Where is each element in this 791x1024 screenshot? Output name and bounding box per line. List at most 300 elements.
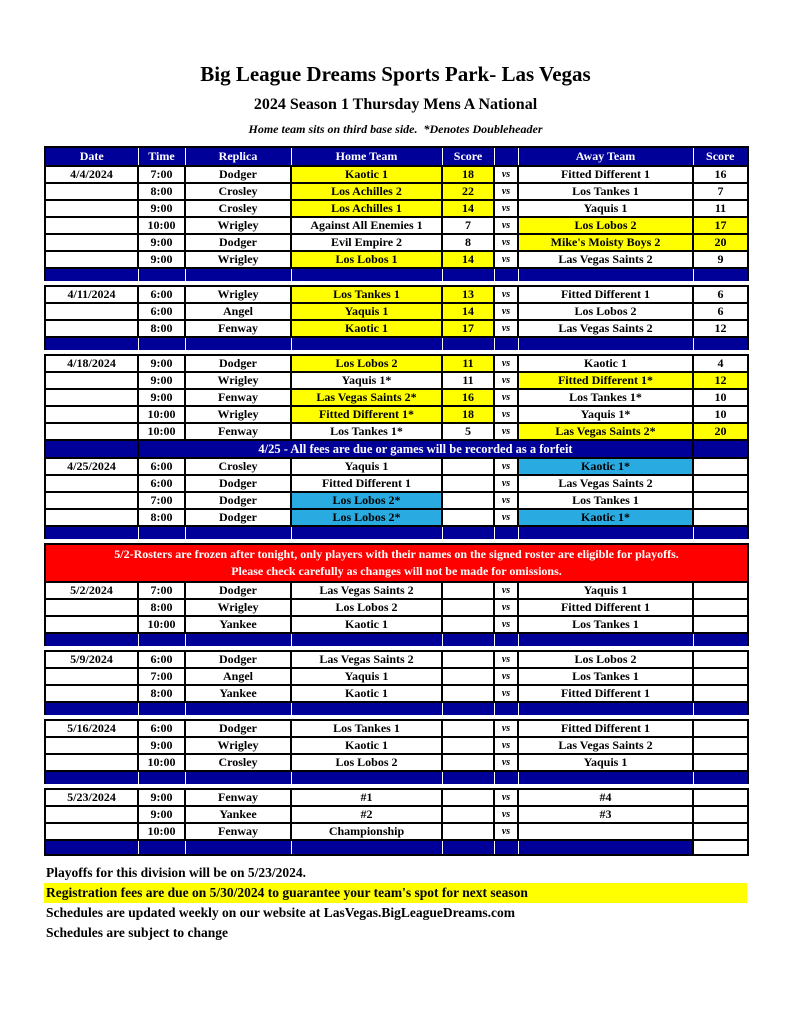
end-separator-row	[45, 840, 748, 855]
time-cell: 7:00	[138, 166, 185, 183]
vs-label: vs	[494, 217, 518, 234]
separator-cell	[442, 268, 494, 281]
away-score-cell: 20	[693, 423, 748, 440]
time-cell: 6:00	[138, 651, 185, 668]
separator-cell	[518, 526, 693, 539]
game-row	[45, 668, 748, 685]
column-header	[494, 147, 518, 166]
separator-cell	[518, 771, 693, 784]
separator-cell	[45, 771, 138, 784]
vs-label: vs	[494, 582, 518, 599]
separator-cell	[138, 771, 185, 784]
replica-cell: Dodger	[185, 651, 291, 668]
separator-cell	[45, 840, 138, 855]
home-score-cell: 17	[442, 320, 494, 337]
home-team-cell: Los Lobos 2	[291, 754, 442, 771]
away-team-cell: Los Tankes 1	[518, 668, 693, 685]
vs-label: vs	[494, 720, 518, 737]
game-row	[45, 509, 748, 526]
separator-cell	[45, 702, 138, 715]
notice-row	[45, 440, 748, 458]
separator-cell	[494, 702, 518, 715]
away-score-cell: 17	[693, 217, 748, 234]
vs-label: vs	[494, 286, 518, 303]
separator-cell	[494, 771, 518, 784]
separator-cell	[442, 337, 494, 350]
game-row	[45, 406, 748, 423]
separator-cell	[138, 633, 185, 646]
replica-cell: Dodger	[185, 166, 291, 183]
replica-cell: Fenway	[185, 320, 291, 337]
home-score-cell	[442, 754, 494, 771]
footer-line: Registration fees are due on 5/30/2024 to guarantee your team's spot for next season	[44, 883, 747, 903]
separator-cell	[693, 840, 748, 855]
away-score-cell	[693, 616, 748, 633]
notice-text: 4/25 - All fees are due or games will be recorded as a forfeit	[138, 440, 693, 458]
replica-cell: Dodger	[185, 355, 291, 372]
away-score-cell	[693, 737, 748, 754]
away-team-cell: Yaquis 1	[518, 200, 693, 217]
home-team-cell: Los Achilles 1	[291, 200, 442, 217]
home-team-cell: Los Lobos 2	[291, 599, 442, 616]
date-cell: 5/16/2024	[45, 720, 138, 737]
away-score-cell	[693, 668, 748, 685]
game-row	[45, 234, 748, 251]
vs-label: vs	[494, 509, 518, 526]
home-team-cell: Los Lobos 1	[291, 251, 442, 268]
home-score-cell: 11	[442, 372, 494, 389]
date-cell	[45, 599, 138, 616]
replica-cell: Wrigley	[185, 406, 291, 423]
separator-cell	[693, 268, 748, 281]
separator-row	[45, 337, 748, 350]
game-row	[45, 303, 748, 320]
home-team-cell: Kaotic 1	[291, 166, 442, 183]
header-row	[45, 147, 748, 166]
away-score-cell: 6	[693, 286, 748, 303]
away-team-cell: Los Tankes 1*	[518, 389, 693, 406]
away-team-cell: Los Tankes 1	[518, 616, 693, 633]
alert-line: 5/2-Rosters are frozen after tonight, only players with their names on the signed roster are eligible for playoffs.	[114, 547, 679, 561]
home-team-cell: Las Vegas Saints 2	[291, 582, 442, 599]
away-score-cell	[693, 582, 748, 599]
away-score-cell: 20	[693, 234, 748, 251]
separator-cell	[185, 526, 291, 539]
separator-cell	[291, 702, 442, 715]
time-cell: 8:00	[138, 685, 185, 702]
date-cell	[45, 685, 138, 702]
away-team-cell: Kaotic 1	[518, 355, 693, 372]
vs-label: vs	[494, 737, 518, 754]
separator-cell	[138, 840, 185, 855]
separator-cell	[185, 633, 291, 646]
replica-cell: Wrigley	[185, 251, 291, 268]
column-header: Date	[45, 147, 138, 166]
replica-cell: Fenway	[185, 423, 291, 440]
away-score-cell	[693, 720, 748, 737]
game-row	[45, 286, 748, 303]
away-team-cell: Yaquis 1*	[518, 406, 693, 423]
separator-cell	[494, 337, 518, 350]
vs-label: vs	[494, 320, 518, 337]
time-cell: 7:00	[138, 668, 185, 685]
replica-cell: Yankee	[185, 806, 291, 823]
replica-cell: Wrigley	[185, 372, 291, 389]
separator-cell	[693, 337, 748, 350]
replica-cell: Dodger	[185, 509, 291, 526]
home-team-cell: Los Lobos 2*	[291, 492, 442, 509]
game-row	[45, 389, 748, 406]
vs-label: vs	[494, 806, 518, 823]
away-team-cell: Las Vegas Saints 2	[518, 251, 693, 268]
home-score-cell	[442, 475, 494, 492]
away-team-cell: Las Vegas Saints 2	[518, 737, 693, 754]
away-team-cell: Fitted Different 1*	[518, 372, 693, 389]
home-team-cell: #2	[291, 806, 442, 823]
separator-cell	[693, 771, 748, 784]
date-cell	[45, 423, 138, 440]
replica-cell: Dodger	[185, 475, 291, 492]
replica-cell: Wrigley	[185, 599, 291, 616]
vs-label: vs	[494, 651, 518, 668]
game-row	[45, 200, 748, 217]
separator-cell	[185, 840, 291, 855]
date-cell	[45, 251, 138, 268]
column-header: Replica	[185, 147, 291, 166]
schedule-content	[44, 62, 747, 943]
replica-cell: Fenway	[185, 789, 291, 806]
vs-label: vs	[494, 823, 518, 840]
date-cell	[45, 303, 138, 320]
home-score-cell: 7	[442, 217, 494, 234]
home-score-cell	[442, 806, 494, 823]
home-score-cell	[442, 651, 494, 668]
time-cell: 10:00	[138, 217, 185, 234]
away-team-cell: Los Tankes 1	[518, 492, 693, 509]
game-row	[45, 789, 748, 806]
home-score-cell	[442, 599, 494, 616]
time-cell: 6:00	[138, 286, 185, 303]
date-cell	[45, 217, 138, 234]
date-cell: 4/18/2024	[45, 355, 138, 372]
separator-cell	[442, 526, 494, 539]
separator-cell	[693, 633, 748, 646]
separator-cell	[45, 337, 138, 350]
away-team-cell: Mike's Moisty Boys 2	[518, 234, 693, 251]
away-score-cell	[693, 754, 748, 771]
home-team-cell: #1	[291, 789, 442, 806]
home-score-cell: 22	[442, 183, 494, 200]
home-team-cell: Los Achilles 2	[291, 183, 442, 200]
home-score-cell: 16	[442, 389, 494, 406]
vs-label: vs	[494, 166, 518, 183]
separator-row	[45, 633, 748, 646]
separator-cell	[291, 633, 442, 646]
home-score-cell	[442, 685, 494, 702]
away-score-cell: 7	[693, 183, 748, 200]
date-cell: 4/25/2024	[45, 458, 138, 475]
separator-cell	[45, 268, 138, 281]
alert-row	[45, 544, 748, 582]
away-team-cell: Fitted Different 1	[518, 166, 693, 183]
date-cell: 5/2/2024	[45, 582, 138, 599]
away-score-cell: 10	[693, 389, 748, 406]
time-cell: 6:00	[138, 475, 185, 492]
home-score-cell	[442, 737, 494, 754]
away-score-cell	[693, 651, 748, 668]
time-cell: 6:00	[138, 458, 185, 475]
vs-label: vs	[494, 754, 518, 771]
home-team-cell: Los Tankes 1	[291, 286, 442, 303]
home-team-cell: Las Vegas Saints 2*	[291, 389, 442, 406]
away-score-cell: 9	[693, 251, 748, 268]
away-score-cell: 12	[693, 372, 748, 389]
vs-label: vs	[494, 423, 518, 440]
replica-cell: Dodger	[185, 582, 291, 599]
game-row	[45, 355, 748, 372]
replica-cell: Wrigley	[185, 217, 291, 234]
home-score-cell	[442, 789, 494, 806]
away-team-cell: #3	[518, 806, 693, 823]
time-cell: 9:00	[138, 200, 185, 217]
vs-label: vs	[494, 685, 518, 702]
vs-label: vs	[494, 599, 518, 616]
replica-cell: Wrigley	[185, 286, 291, 303]
date-cell	[45, 372, 138, 389]
separator-cell	[291, 840, 442, 855]
home-score-cell: 14	[442, 251, 494, 268]
away-score-cell	[693, 509, 748, 526]
vs-label: vs	[494, 668, 518, 685]
away-score-cell: 6	[693, 303, 748, 320]
separator-cell	[442, 771, 494, 784]
away-team-cell: Kaotic 1*	[518, 458, 693, 475]
away-score-cell	[693, 492, 748, 509]
date-cell	[45, 475, 138, 492]
vs-label: vs	[494, 406, 518, 423]
away-team-cell: Fitted Different 1	[518, 599, 693, 616]
home-score-cell: 18	[442, 166, 494, 183]
separator-row	[45, 702, 748, 715]
replica-cell: Crosley	[185, 754, 291, 771]
footer	[44, 863, 747, 943]
away-score-cell	[693, 789, 748, 806]
vs-label: vs	[494, 251, 518, 268]
home-team-cell: Evil Empire 2	[291, 234, 442, 251]
date-cell	[45, 754, 138, 771]
home-score-cell: 14	[442, 303, 494, 320]
game-row	[45, 651, 748, 668]
separator-cell	[138, 337, 185, 350]
home-score-cell	[442, 823, 494, 840]
separator-cell	[291, 771, 442, 784]
replica-cell: Yankee	[185, 685, 291, 702]
away-score-cell: 16	[693, 166, 748, 183]
alert-line: Please check carefully as changes will not be made for omissions.	[231, 564, 562, 578]
footer-line: Schedules are subject to change	[46, 925, 228, 940]
date-cell	[45, 668, 138, 685]
time-cell: 8:00	[138, 509, 185, 526]
separator-row	[45, 771, 748, 784]
vs-label: vs	[494, 389, 518, 406]
schedule-table	[44, 146, 749, 856]
replica-cell: Fenway	[185, 823, 291, 840]
date-cell	[45, 823, 138, 840]
home-score-cell: 18	[442, 406, 494, 423]
alert-text	[45, 544, 748, 582]
separator-cell	[185, 702, 291, 715]
separator-cell	[45, 526, 138, 539]
column-header: Home Team	[291, 147, 442, 166]
column-header: Score	[693, 147, 748, 166]
date-cell	[45, 200, 138, 217]
time-cell: 7:00	[138, 492, 185, 509]
time-cell: 8:00	[138, 599, 185, 616]
away-team-cell: Yaquis 1	[518, 582, 693, 599]
time-cell: 10:00	[138, 616, 185, 633]
page-title: Big League Dreams Sports Park- Las Vegas	[200, 62, 591, 86]
separator-row	[45, 526, 748, 539]
vs-label: vs	[494, 789, 518, 806]
separator-cell	[693, 702, 748, 715]
away-score-cell	[693, 823, 748, 840]
time-cell: 10:00	[138, 823, 185, 840]
separator-cell	[693, 526, 748, 539]
date-cell	[45, 806, 138, 823]
home-team-cell: Los Lobos 2*	[291, 509, 442, 526]
away-score-cell: 12	[693, 320, 748, 337]
vs-label: vs	[494, 355, 518, 372]
vs-label: vs	[494, 616, 518, 633]
vs-label: vs	[494, 458, 518, 475]
column-header: Away Team	[518, 147, 693, 166]
page-note: Home team sits on third base side. *Denotes Doubleheader	[248, 122, 543, 136]
home-team-cell: Las Vegas Saints 2	[291, 651, 442, 668]
home-team-cell: Fitted Different 1	[291, 475, 442, 492]
game-row	[45, 475, 748, 492]
home-team-cell: Los Tankes 1	[291, 720, 442, 737]
game-row	[45, 251, 748, 268]
time-cell: 8:00	[138, 320, 185, 337]
date-cell: 4/11/2024	[45, 286, 138, 303]
separator-cell	[494, 526, 518, 539]
home-score-cell	[442, 458, 494, 475]
separator-cell	[494, 268, 518, 281]
separator-cell	[185, 771, 291, 784]
home-score-cell	[442, 509, 494, 526]
home-score-cell: 5	[442, 423, 494, 440]
replica-cell: Fenway	[185, 389, 291, 406]
separator-cell	[518, 633, 693, 646]
home-team-cell: Yaquis 1*	[291, 372, 442, 389]
separator-cell	[494, 840, 518, 855]
date-cell	[45, 406, 138, 423]
away-team-cell: Kaotic 1*	[518, 509, 693, 526]
game-row	[45, 217, 748, 234]
game-row	[45, 754, 748, 771]
away-team-cell: Las Vegas Saints 2*	[518, 423, 693, 440]
home-score-cell: 8	[442, 234, 494, 251]
replica-cell: Crosley	[185, 183, 291, 200]
separator-cell	[138, 702, 185, 715]
footer-line: Playoffs for this division will be on 5/23/2024.	[46, 865, 307, 880]
date-cell: 5/9/2024	[45, 651, 138, 668]
game-row	[45, 183, 748, 200]
vs-label: vs	[494, 200, 518, 217]
home-team-cell: Kaotic 1	[291, 685, 442, 702]
away-team-cell: Los Lobos 2	[518, 651, 693, 668]
home-score-cell	[442, 720, 494, 737]
replica-cell: Angel	[185, 303, 291, 320]
away-team-cell: Las Vegas Saints 2	[518, 475, 693, 492]
vs-label: vs	[494, 183, 518, 200]
time-cell: 9:00	[138, 372, 185, 389]
separator-cell	[185, 337, 291, 350]
vs-label: vs	[494, 234, 518, 251]
home-team-cell: Los Lobos 2	[291, 355, 442, 372]
away-score-cell: 4	[693, 355, 748, 372]
home-team-cell: Yaquis 1	[291, 303, 442, 320]
replica-cell: Yankee	[185, 616, 291, 633]
away-team-cell: #4	[518, 789, 693, 806]
home-team-cell: Yaquis 1	[291, 458, 442, 475]
away-team-cell: Fitted Different 1	[518, 720, 693, 737]
away-score-cell	[693, 685, 748, 702]
notice-date-cell	[45, 440, 138, 458]
vs-label: vs	[494, 372, 518, 389]
away-team-cell	[518, 823, 693, 840]
time-cell: 9:00	[138, 806, 185, 823]
time-cell: 10:00	[138, 754, 185, 771]
away-team-cell: Las Vegas Saints 2	[518, 320, 693, 337]
separator-cell	[291, 268, 442, 281]
date-cell	[45, 320, 138, 337]
away-team-cell: Los Lobos 2	[518, 303, 693, 320]
date-cell: 5/23/2024	[45, 789, 138, 806]
date-cell	[45, 234, 138, 251]
game-row	[45, 720, 748, 737]
away-score-cell	[693, 806, 748, 823]
time-cell: 9:00	[138, 737, 185, 754]
home-team-cell: Kaotic 1	[291, 320, 442, 337]
time-cell: 6:00	[138, 720, 185, 737]
time-cell: 6:00	[138, 303, 185, 320]
date-cell	[45, 389, 138, 406]
replica-cell: Crosley	[185, 458, 291, 475]
away-score-cell	[693, 475, 748, 492]
time-cell: 7:00	[138, 582, 185, 599]
away-team-cell: Yaquis 1	[518, 754, 693, 771]
home-score-cell	[442, 492, 494, 509]
home-team-cell: Kaotic 1	[291, 616, 442, 633]
schedule-table-body	[45, 166, 748, 855]
date-cell	[45, 183, 138, 200]
separator-cell	[494, 633, 518, 646]
replica-cell: Wrigley	[185, 737, 291, 754]
game-row	[45, 599, 748, 616]
separator-cell	[291, 337, 442, 350]
away-score-cell: 11	[693, 200, 748, 217]
time-cell: 8:00	[138, 183, 185, 200]
away-score-cell: 10	[693, 406, 748, 423]
vs-label: vs	[494, 475, 518, 492]
separator-cell	[185, 268, 291, 281]
time-cell: 9:00	[138, 251, 185, 268]
vs-label: vs	[494, 492, 518, 509]
time-cell: 9:00	[138, 789, 185, 806]
separator-cell	[518, 268, 693, 281]
separator-cell	[442, 702, 494, 715]
